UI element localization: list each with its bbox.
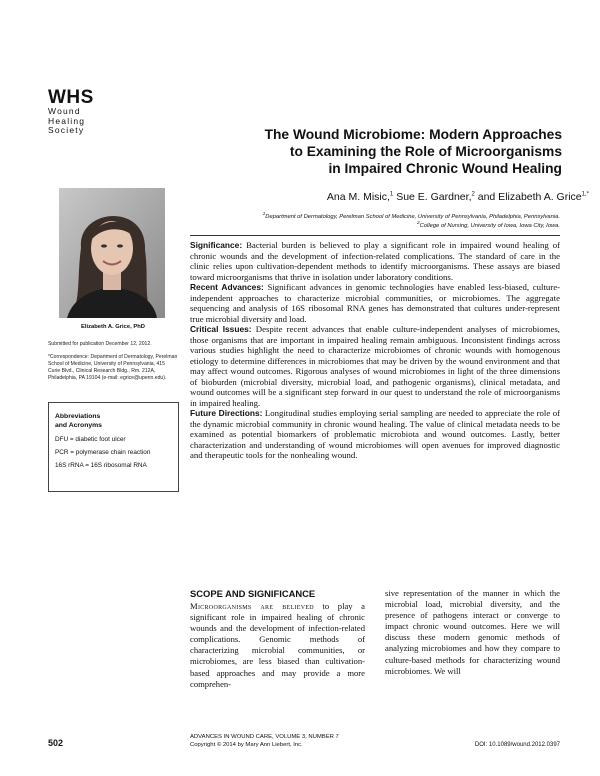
body-column-1 [190, 601, 365, 690]
affiliation-2 [190, 220, 560, 230]
abstract-significance [190, 240, 560, 282]
body-column-1-text: to play a significant role in impaired healing of chronic wounds and the development of infection-related complications. Genomic methods of characterizing microbial communities, or microbiomes, are less biased than cultivation-based approaches and may provide a more comprehen- [190, 601, 365, 689]
title-line-3: in Impaired Chronic Wound Healing [328, 161, 562, 176]
abbreviation-item: 16S rRNA = 16S ribosomal RNA [55, 461, 147, 469]
logo-line-1: Wound [48, 106, 81, 116]
correspondence-note: *Correspondence: Department of Dermatology, Perelman School of Medicine, University of Pennsylvania, 415 Curie Blvd., Clinical Research Bldg., Rm. 212A, Philadelphia, PA 19104 (e-mail: egrice@upenn.edu). [48, 353, 178, 381]
recent-advances-label: Recent Advances: [190, 282, 264, 292]
critical-issues-text: Despite recent advances that enable culture-independent analyses of microbiomes, those organisms that are important in impaired healing remain ambiguous. Inconsistent findings across various studies highlight the need to characterize microbiomes of chronic wounds with homogenous etiology to determine differences in microbiomes that may be driven by the wound environment and that may affect wound outcomes. Rigorous analyses of wound microbiomes in light of the three dimensions of bioburden (microbial diversity, microbial load, and pathogenic organisms), clinical metadata, and wound outcomes will be a significant step forward in our quest to understand the role of microorganisms in impaired healing. [190, 324, 560, 408]
doi: DOI: 10.1089/wound.2012.0397 [474, 742, 560, 748]
author-photo [59, 188, 165, 318]
critical-issues-label: Critical Issues: [190, 324, 252, 334]
photo-caption: Elizabeth A. Grice, PhD [81, 324, 145, 330]
article-title [200, 126, 562, 177]
journal-line-1: ADVANCES IN WOUND CARE, VOLUME 3, NUMBER 7 [190, 734, 339, 740]
affiliation-2-sup: 2 [416, 221, 420, 226]
author-3: and Elizabeth A. Grice [477, 191, 582, 203]
society-logo [48, 88, 108, 136]
future-directions-text: Longitudinal studies employing serial sampling are needed to appreciate the role of the dynamic microbial community in chronic wound healing. The value of clinical metadata needs to be examined as potential biomarkers of problematic microbiota and wound outcomes. Lastly, better characterization and understanding of wound microbiomes will open avenues for improved diagnostic and therapeutic tools for the nonhealing wound. [190, 408, 560, 460]
section-heading: SCOPE AND SIGNIFICANCE [190, 588, 316, 599]
logo-line-3: Society [48, 125, 85, 136]
author-3-sup: 1,* [581, 191, 589, 198]
logo-mark: WHS [48, 87, 94, 108]
author-2: Sue E. Gardner, [396, 191, 472, 203]
journal-line-2: Copyright © 2014 by Mary Ann Liebert, Inc. [190, 741, 303, 748]
title-line-2: to Examining the Role of Microorganisms [289, 144, 562, 159]
author-portrait-image [59, 188, 165, 318]
abbreviations-heading-line-1: Abbreviations [55, 413, 101, 420]
author-1: Ana M. Misic, [326, 191, 390, 203]
significance-label: Significance: [190, 240, 243, 250]
journal-info [190, 734, 339, 749]
side-notes [48, 341, 178, 388]
abbreviations-box [48, 402, 179, 492]
abbreviation-item: PCR = polymerase chain reaction [55, 448, 151, 456]
abbreviation-item: DFU = diabetic foot ulcer [55, 436, 126, 443]
page-number: 502 [48, 738, 64, 748]
abbreviations-heading-line-2: and Acronyms [55, 422, 102, 429]
title-line-1: The Wound Microbiome: Modern Approaches [264, 127, 562, 142]
significance-text: Bacterial burden is believed to play a significant role in impaired wound healing of chronic wounds and the development of infection-related complications. The standard of care in the clinic relies upon cultivation-dependent methods to identify microorganisms. These assays are biased toward microorganisms that thrive in isolation under laboratory conditions. [190, 240, 560, 282]
recent-advances-text: Significant advances in genomic technologies have enabled less-biased, culture-independent approaches to characterize microbial communities, or microbiomes. The aggregate sequencing and analysis of 16S ribosomal RNA genes has demonstrated that cultures under-represent true microbial diversity and load. [190, 282, 561, 324]
affiliation-1-sup: 1 [262, 212, 266, 217]
abstract-critical-issues [190, 324, 560, 408]
abbreviations-heading [55, 412, 172, 430]
abstract-top-rule [190, 235, 560, 236]
author-1-sup: 1 [389, 191, 394, 198]
submitted-note: Submitted for publication December 12, 2012. [48, 341, 152, 347]
author-list [200, 191, 589, 203]
affiliation-2-text: College of Nursing, University of Iowa, Iowa City, Iowa. [419, 222, 560, 229]
abstract [190, 240, 560, 461]
body-column-2: sive representation of the manner in which the microbial load, microbial diversity, and the presence of pathogens interact or converge to impact chronic wound outcomes. Here we will discuss these modern genomic methods of analyzing microbiomes and how they compare to culture-based methods for characterizing wound microbiomes. We will [385, 588, 560, 676]
abstract-recent-advances [190, 282, 560, 324]
logo-line-2: Healing [48, 115, 86, 126]
lead-in-text: Microorganisms are believed [190, 601, 314, 611]
affiliation-1-text: Department of Dermatology, Perelman School of Medicine, University of Pennsylvania, Philadelphia, Pennsylvania. [265, 213, 560, 220]
author-2-sup: 2 [471, 191, 475, 198]
future-directions-label: Future Directions: [190, 408, 263, 418]
abstract-future-directions [190, 408, 560, 461]
